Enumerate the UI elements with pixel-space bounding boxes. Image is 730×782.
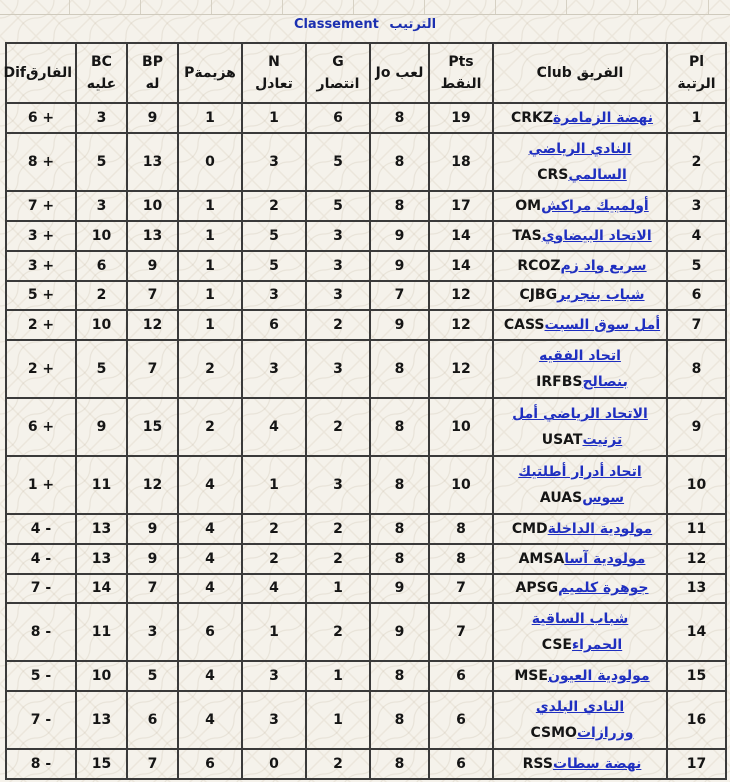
cell-g: 2 xyxy=(306,398,370,456)
cell-p: 4 xyxy=(178,456,242,514)
cell-bc: 3 xyxy=(76,103,127,133)
cell-club xyxy=(493,456,667,514)
table-row xyxy=(6,574,726,604)
cell-g: 2 xyxy=(306,514,370,544)
table-row xyxy=(6,340,726,398)
club-link[interactable]: الاتحاد البيضاوي xyxy=(541,227,652,244)
cell-n: 3 xyxy=(242,340,306,398)
cell-bc: 11 xyxy=(76,456,127,514)
cell-bp: 12 xyxy=(127,456,178,514)
cell-club xyxy=(493,544,667,574)
cell-bp: 7 xyxy=(127,574,178,604)
cell-g: 2 xyxy=(306,310,370,340)
club-code: USAT xyxy=(541,432,583,448)
cell-dif: - 7 xyxy=(6,691,76,749)
club-code: CJBG xyxy=(519,287,558,304)
cell-bc: 13 xyxy=(76,544,127,574)
club-link[interactable]: الاتحاد الرياضي أمل تزنيت xyxy=(512,406,648,448)
cell-bp: 9 xyxy=(127,103,178,133)
cell-bp: 7 xyxy=(127,749,178,779)
cell-n: 2 xyxy=(242,514,306,544)
cell-g: 3 xyxy=(306,456,370,514)
cell-club xyxy=(493,191,667,221)
club-code: TAS xyxy=(512,227,542,244)
header-bp: BP له xyxy=(127,43,178,103)
cell-n: 6 xyxy=(242,310,306,340)
cell-g: 1 xyxy=(306,691,370,749)
cell-bp: 15 xyxy=(127,398,178,456)
cell-dif: - 4 xyxy=(6,544,76,574)
cell-dif: + 6 xyxy=(6,398,76,456)
header-row xyxy=(6,43,726,103)
cell-pl: 6 xyxy=(667,281,726,311)
cell-g: 3 xyxy=(306,340,370,398)
cell-p: 6 xyxy=(178,603,242,661)
cell-g: 5 xyxy=(306,191,370,221)
cell-n: 0 xyxy=(242,749,306,779)
cell-bc: 3 xyxy=(76,191,127,221)
cell-bp: 5 xyxy=(127,661,178,691)
cell-club xyxy=(493,691,667,749)
cell-n: 5 xyxy=(242,221,306,251)
cell-pts: 19 xyxy=(429,103,493,133)
cell-jo: 9 xyxy=(370,603,429,661)
cell-bp: 6 xyxy=(127,691,178,749)
cell-dif: - 8 xyxy=(6,603,76,661)
cell-pl: 17 xyxy=(667,749,726,779)
cell-jo: 9 xyxy=(370,574,429,604)
club-code: CRKZ xyxy=(510,109,554,126)
cell-club xyxy=(493,310,667,340)
cell-bp: 7 xyxy=(127,281,178,311)
cell-jo: 8 xyxy=(370,133,429,191)
cell-p: 2 xyxy=(178,340,242,398)
club-link[interactable]: أولمبيك مراكش xyxy=(541,197,649,214)
cell-p: 4 xyxy=(178,574,242,604)
cell-club xyxy=(493,281,667,311)
cell-jo: 8 xyxy=(370,103,429,133)
cell-bc: 14 xyxy=(76,574,127,604)
cell-pl: 12 xyxy=(667,544,726,574)
table-row xyxy=(6,251,726,281)
club-link[interactable]: مولودية الداخلة xyxy=(547,520,653,537)
cell-jo: 8 xyxy=(370,749,429,779)
club-link[interactable]: اتحاد الفقيه بنصالح xyxy=(539,348,628,391)
cell-pts: 10 xyxy=(429,398,493,456)
cell-p: 1 xyxy=(178,103,242,133)
cell-n: 1 xyxy=(242,103,306,133)
header-club: الفريق Club xyxy=(493,43,667,103)
cell-bc: 10 xyxy=(76,310,127,340)
cell-club xyxy=(493,133,667,191)
cell-jo: 8 xyxy=(370,191,429,221)
cell-p: 4 xyxy=(178,544,242,574)
cell-jo: 9 xyxy=(370,221,429,251)
cell-club xyxy=(493,603,667,661)
cell-pl: 8 xyxy=(667,340,726,398)
cell-club xyxy=(493,514,667,544)
club-code: AMSA xyxy=(518,550,565,567)
cell-club xyxy=(493,251,667,281)
cell-bc: 15 xyxy=(76,749,127,779)
header-pts: Pts النقط xyxy=(429,43,493,103)
cell-p: 4 xyxy=(178,691,242,749)
table-row xyxy=(6,191,726,221)
cell-p: 1 xyxy=(178,281,242,311)
cell-jo: 9 xyxy=(370,310,429,340)
table-row xyxy=(6,398,726,456)
cell-dif: + 6 xyxy=(6,103,76,133)
cell-pts: 10 xyxy=(429,456,493,514)
club-link[interactable]: شباب الساقية الحمراء xyxy=(531,611,629,654)
cell-pts: 6 xyxy=(429,749,493,779)
cell-pl: 15 xyxy=(667,661,726,691)
cell-bc: 5 xyxy=(76,133,127,191)
club-link[interactable]: أمل سوق السبت xyxy=(544,317,661,334)
cell-p: 4 xyxy=(178,514,242,544)
cell-pl: 2 xyxy=(667,133,726,191)
club-code: AUAS xyxy=(539,489,583,506)
cell-bc: 10 xyxy=(76,661,127,691)
cell-pts: 12 xyxy=(429,340,493,398)
standings-body xyxy=(6,103,726,779)
club-link[interactable]: نهضة سطات xyxy=(552,755,642,772)
cell-p: 4 xyxy=(178,661,242,691)
cell-dif: + 3 xyxy=(6,251,76,281)
cell-n: 2 xyxy=(242,544,306,574)
cell-g: 3 xyxy=(306,251,370,281)
club-code: RSS xyxy=(522,755,553,772)
cell-pts: 12 xyxy=(429,310,493,340)
cell-pts: 8 xyxy=(429,544,493,574)
header-g: G انتصار xyxy=(306,43,370,103)
cell-bc: 6 xyxy=(76,251,127,281)
club-code: IRFBS xyxy=(536,374,583,391)
cell-n: 5 xyxy=(242,251,306,281)
cell-club xyxy=(493,340,667,398)
club-code: CSMO xyxy=(530,725,577,741)
cell-dif: - 7 xyxy=(6,574,76,604)
table-row xyxy=(6,133,726,191)
club-code: MSE xyxy=(514,668,548,685)
cell-g: 3 xyxy=(306,281,370,311)
table-row xyxy=(6,544,726,574)
table-row xyxy=(6,456,726,514)
cell-g: 1 xyxy=(306,661,370,691)
cell-dif: - 4 xyxy=(6,514,76,544)
cell-g: 2 xyxy=(306,749,370,779)
cell-pts: 8 xyxy=(429,514,493,544)
cell-n: 4 xyxy=(242,398,306,456)
header-pl: Pl الرتبة xyxy=(667,43,726,103)
cell-dif: + 7 xyxy=(6,191,76,221)
cell-pl: 9 xyxy=(667,398,726,456)
cell-dif: + 2 xyxy=(6,340,76,398)
table-row xyxy=(6,691,726,749)
cell-n: 1 xyxy=(242,456,306,514)
cell-dif: - 5 xyxy=(6,661,76,691)
table-row xyxy=(6,221,726,251)
cell-p: 0 xyxy=(178,133,242,191)
club-link[interactable]: نهضة الزمامرة xyxy=(553,109,654,126)
cell-jo: 9 xyxy=(370,251,429,281)
cell-n: 3 xyxy=(242,661,306,691)
cell-dif: + 5 xyxy=(6,281,76,311)
table-row xyxy=(6,310,726,340)
cell-jo: 8 xyxy=(370,514,429,544)
header-n: N تعادل xyxy=(242,43,306,103)
cell-bp: 3 xyxy=(127,603,178,661)
cell-g: 2 xyxy=(306,603,370,661)
cell-pl: 3 xyxy=(667,191,726,221)
header-dif: الفارقDif xyxy=(6,43,76,103)
club-link[interactable]: النادي البلدي وزرازات xyxy=(535,699,634,741)
table-row xyxy=(6,661,726,691)
top-grid-strip xyxy=(0,0,730,15)
cell-pts: 7 xyxy=(429,603,493,661)
club-link[interactable]: جوهرة كلميم xyxy=(558,580,649,597)
table-row xyxy=(6,514,726,544)
cell-pl: 1 xyxy=(667,103,726,133)
club-link[interactable]: شباب بنجرير xyxy=(557,287,645,304)
cell-pl: 13 xyxy=(667,574,726,604)
table-row xyxy=(6,603,726,661)
cell-jo: 8 xyxy=(370,340,429,398)
cell-p: 1 xyxy=(178,310,242,340)
club-link[interactable]: مولودية آسا xyxy=(564,550,646,567)
caption-label-fr: Classement xyxy=(293,17,379,32)
header-bc: BC عليه xyxy=(76,43,127,103)
table-row xyxy=(6,103,726,133)
cell-p: 2 xyxy=(178,398,242,456)
cell-n: 3 xyxy=(242,133,306,191)
club-link[interactable]: مولودية العيون xyxy=(547,668,650,685)
cell-pl: 10 xyxy=(667,456,726,514)
cell-bp: 13 xyxy=(127,221,178,251)
cell-bp: 9 xyxy=(127,544,178,574)
cell-club xyxy=(493,103,667,133)
club-code: CRS xyxy=(537,166,569,183)
cell-n: 1 xyxy=(242,603,306,661)
cell-pts: 18 xyxy=(429,133,493,191)
cell-dif: + 3 xyxy=(6,221,76,251)
cell-bc: 11 xyxy=(76,603,127,661)
cell-club xyxy=(493,749,667,779)
cell-pl: 16 xyxy=(667,691,726,749)
cell-pl: 7 xyxy=(667,310,726,340)
cell-bp: 7 xyxy=(127,340,178,398)
cell-pl: 11 xyxy=(667,514,726,544)
cell-club xyxy=(493,574,667,604)
cell-club xyxy=(493,661,667,691)
table-row xyxy=(6,749,726,779)
cell-dif: - 8 xyxy=(6,749,76,779)
cell-pts: 14 xyxy=(429,251,493,281)
cell-jo: 7 xyxy=(370,281,429,311)
cell-bp: 12 xyxy=(127,310,178,340)
cell-n: 3 xyxy=(242,691,306,749)
cell-n: 3 xyxy=(242,281,306,311)
club-link[interactable]: النادي الرياضي السالمي xyxy=(528,140,632,183)
cell-dif: + 8 xyxy=(6,133,76,191)
cell-pts: 6 xyxy=(429,661,493,691)
cell-pts: 17 xyxy=(429,191,493,221)
cell-bp: 13 xyxy=(127,133,178,191)
standings-table xyxy=(5,42,727,780)
club-code: APSG xyxy=(515,580,559,597)
cell-p: 1 xyxy=(178,221,242,251)
cell-club xyxy=(493,221,667,251)
cell-pts: 12 xyxy=(429,281,493,311)
caption-label-ar: الترتيب xyxy=(389,17,437,32)
cell-bc: 13 xyxy=(76,691,127,749)
cell-n: 2 xyxy=(242,191,306,221)
cell-bc: 5 xyxy=(76,340,127,398)
cell-dif: + 1 xyxy=(6,456,76,514)
table-row xyxy=(6,281,726,311)
cell-g: 2 xyxy=(306,544,370,574)
club-code: CMD xyxy=(511,520,548,537)
club-code: RCOZ xyxy=(517,257,561,274)
cell-pl: 14 xyxy=(667,603,726,661)
cell-bp: 9 xyxy=(127,251,178,281)
cell-jo: 8 xyxy=(370,456,429,514)
cell-club xyxy=(493,398,667,456)
cell-g: 6 xyxy=(306,103,370,133)
club-code: OM xyxy=(515,197,542,214)
club-link[interactable]: اتحاد أدرار أطلتيك سوس xyxy=(518,463,642,506)
header-jo: لعب Jo xyxy=(370,43,429,103)
cell-pts: 14 xyxy=(429,221,493,251)
club-code: CSE xyxy=(541,637,572,654)
cell-jo: 8 xyxy=(370,661,429,691)
cell-g: 3 xyxy=(306,221,370,251)
club-link[interactable]: سريع واد زم xyxy=(560,257,647,274)
header-p: هزيمةP xyxy=(178,43,242,103)
cell-dif: + 2 xyxy=(6,310,76,340)
cell-bp: 9 xyxy=(127,514,178,544)
cell-jo: 8 xyxy=(370,398,429,456)
club-code: CASS xyxy=(503,317,545,334)
cell-bp: 10 xyxy=(127,191,178,221)
cell-pts: 6 xyxy=(429,691,493,749)
cell-pts: 7 xyxy=(429,574,493,604)
cell-pl: 5 xyxy=(667,251,726,281)
cell-pl: 4 xyxy=(667,221,726,251)
cell-jo: 8 xyxy=(370,691,429,749)
cell-p: 6 xyxy=(178,749,242,779)
cell-jo: 8 xyxy=(370,544,429,574)
table-caption xyxy=(0,17,730,32)
cell-g: 5 xyxy=(306,133,370,191)
cell-g: 1 xyxy=(306,574,370,604)
cell-bc: 10 xyxy=(76,221,127,251)
cell-bc: 9 xyxy=(76,398,127,456)
cell-bc: 13 xyxy=(76,514,127,544)
cell-n: 4 xyxy=(242,574,306,604)
cell-p: 1 xyxy=(178,251,242,281)
cell-p: 1 xyxy=(178,191,242,221)
cell-bc: 2 xyxy=(76,281,127,311)
